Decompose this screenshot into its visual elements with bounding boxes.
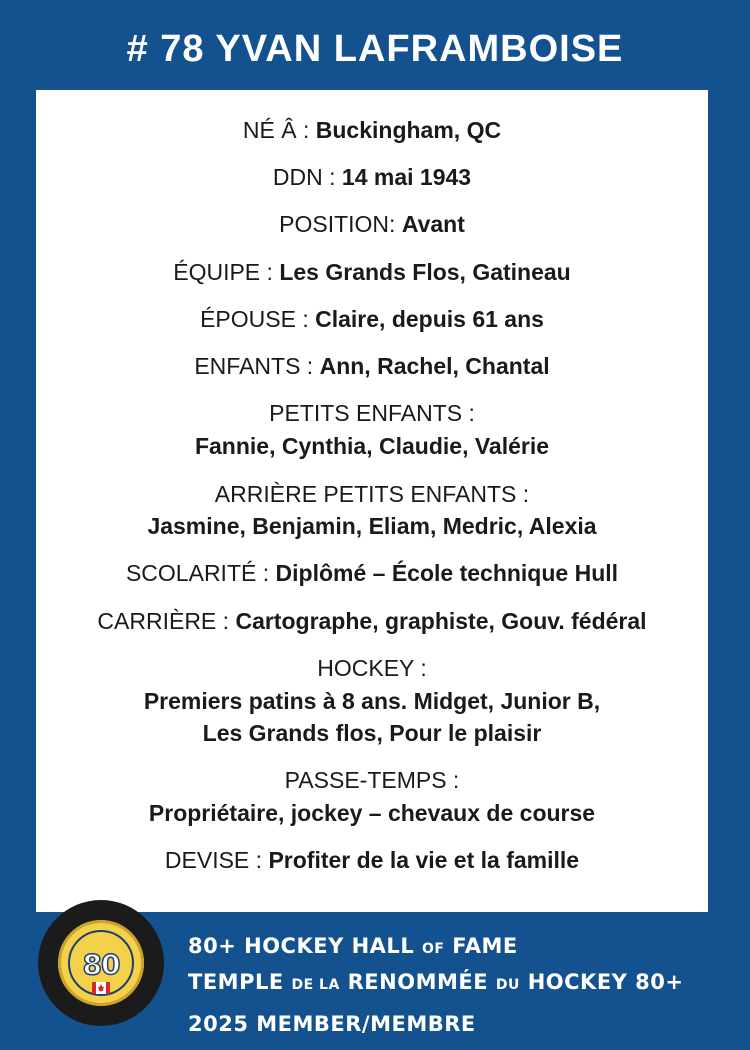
row-hockey-label — [36, 652, 708, 684]
row-label: PETITS ENFANTS : — [269, 400, 475, 426]
row-label: POSITION: — [279, 211, 402, 237]
row-value: Jasmine, Benjamin, Eliam, Medric, Alexia — [147, 513, 597, 539]
row-label: DDN : — [272, 164, 342, 190]
row-grandchildren-value — [36, 430, 708, 462]
row-label: DEVISE : — [164, 847, 269, 873]
footer-text: RENOMMÉE — [339, 970, 496, 994]
logo-emblem — [58, 920, 144, 1006]
row-value: Les Grands flos, Pour le plaisir — [202, 720, 542, 746]
row-great-grandchildren-value — [36, 510, 708, 542]
row-education — [36, 557, 708, 589]
row-label: SCOLARITÉ : — [125, 560, 276, 586]
row-value: Ann, Rachel, Chantal — [319, 353, 550, 379]
footer-text-small: DE LA — [291, 977, 340, 993]
footer-text-small: DU — [495, 977, 520, 993]
footer-line-2 — [188, 970, 684, 994]
footer-text: FAME — [444, 934, 518, 958]
row-value: Avant — [401, 211, 465, 237]
row-hobbies-label — [36, 764, 708, 796]
footer-text: 80+ HOCKEY HALL — [188, 934, 423, 958]
row-label: ENFANTS : — [194, 353, 320, 379]
hall-of-fame-puck-logo — [38, 900, 164, 1026]
row-career — [36, 605, 708, 637]
row-hobbies-value — [36, 797, 708, 829]
row-position — [36, 208, 708, 240]
row-label: ÉPOUSE : — [200, 306, 316, 332]
row-value: Propriétaire, jockey – chevaux de course — [148, 800, 596, 826]
row-value: Cartographe, graphiste, Gouv. fédéral — [235, 608, 647, 634]
row-label: ARRIÈRE PETITS ENFANTS : — [214, 481, 530, 507]
row-label: CARRIÈRE : — [97, 608, 236, 634]
row-great-grandchildren-label — [36, 478, 708, 510]
footer-text-small: OF — [422, 941, 445, 957]
row-value: Premiers patins à 8 ans. Midget, Junior B, — [143, 688, 601, 714]
row-label: NÉ Â : — [242, 117, 316, 143]
footer-line-1 — [188, 934, 518, 958]
row-value: Claire, depuis 61 ans — [315, 306, 544, 332]
row-hockey-value-2 — [36, 717, 708, 749]
footer-line-3: 2025 MEMBER/MEMBRE — [188, 1012, 476, 1036]
row-motto — [36, 844, 708, 876]
row-value: Buckingham, QC — [315, 117, 502, 143]
row-label: ÉQUIPE : — [173, 259, 280, 285]
info-panel — [36, 90, 708, 912]
footer-text: TEMPLE — [188, 970, 292, 994]
row-value: Diplômé – École technique Hull — [275, 560, 619, 586]
maple-leaf-icon — [92, 982, 110, 994]
row-hockey-value — [36, 685, 708, 717]
row-team — [36, 256, 708, 288]
row-value: 14 mai 1943 — [341, 164, 472, 190]
row-value: Profiter de la vie et la famille — [268, 847, 580, 873]
row-spouse — [36, 303, 708, 335]
row-grandchildren-label — [36, 397, 708, 429]
logo-number: 80 — [82, 948, 120, 981]
row-birthplace — [36, 114, 708, 146]
row-children — [36, 350, 708, 382]
player-title: # 78 YVAN LAFRAMBOISE — [126, 28, 624, 70]
row-value: Les Grands Flos, Gatineau — [279, 259, 571, 285]
row-label: PASSE-TEMPS : — [284, 767, 460, 793]
row-birthdate — [36, 161, 708, 193]
row-value: Fannie, Cynthia, Claudie, Valérie — [194, 433, 550, 459]
row-label: HOCKEY : — [317, 655, 427, 681]
footer-text: HOCKEY 80+ — [519, 970, 684, 994]
